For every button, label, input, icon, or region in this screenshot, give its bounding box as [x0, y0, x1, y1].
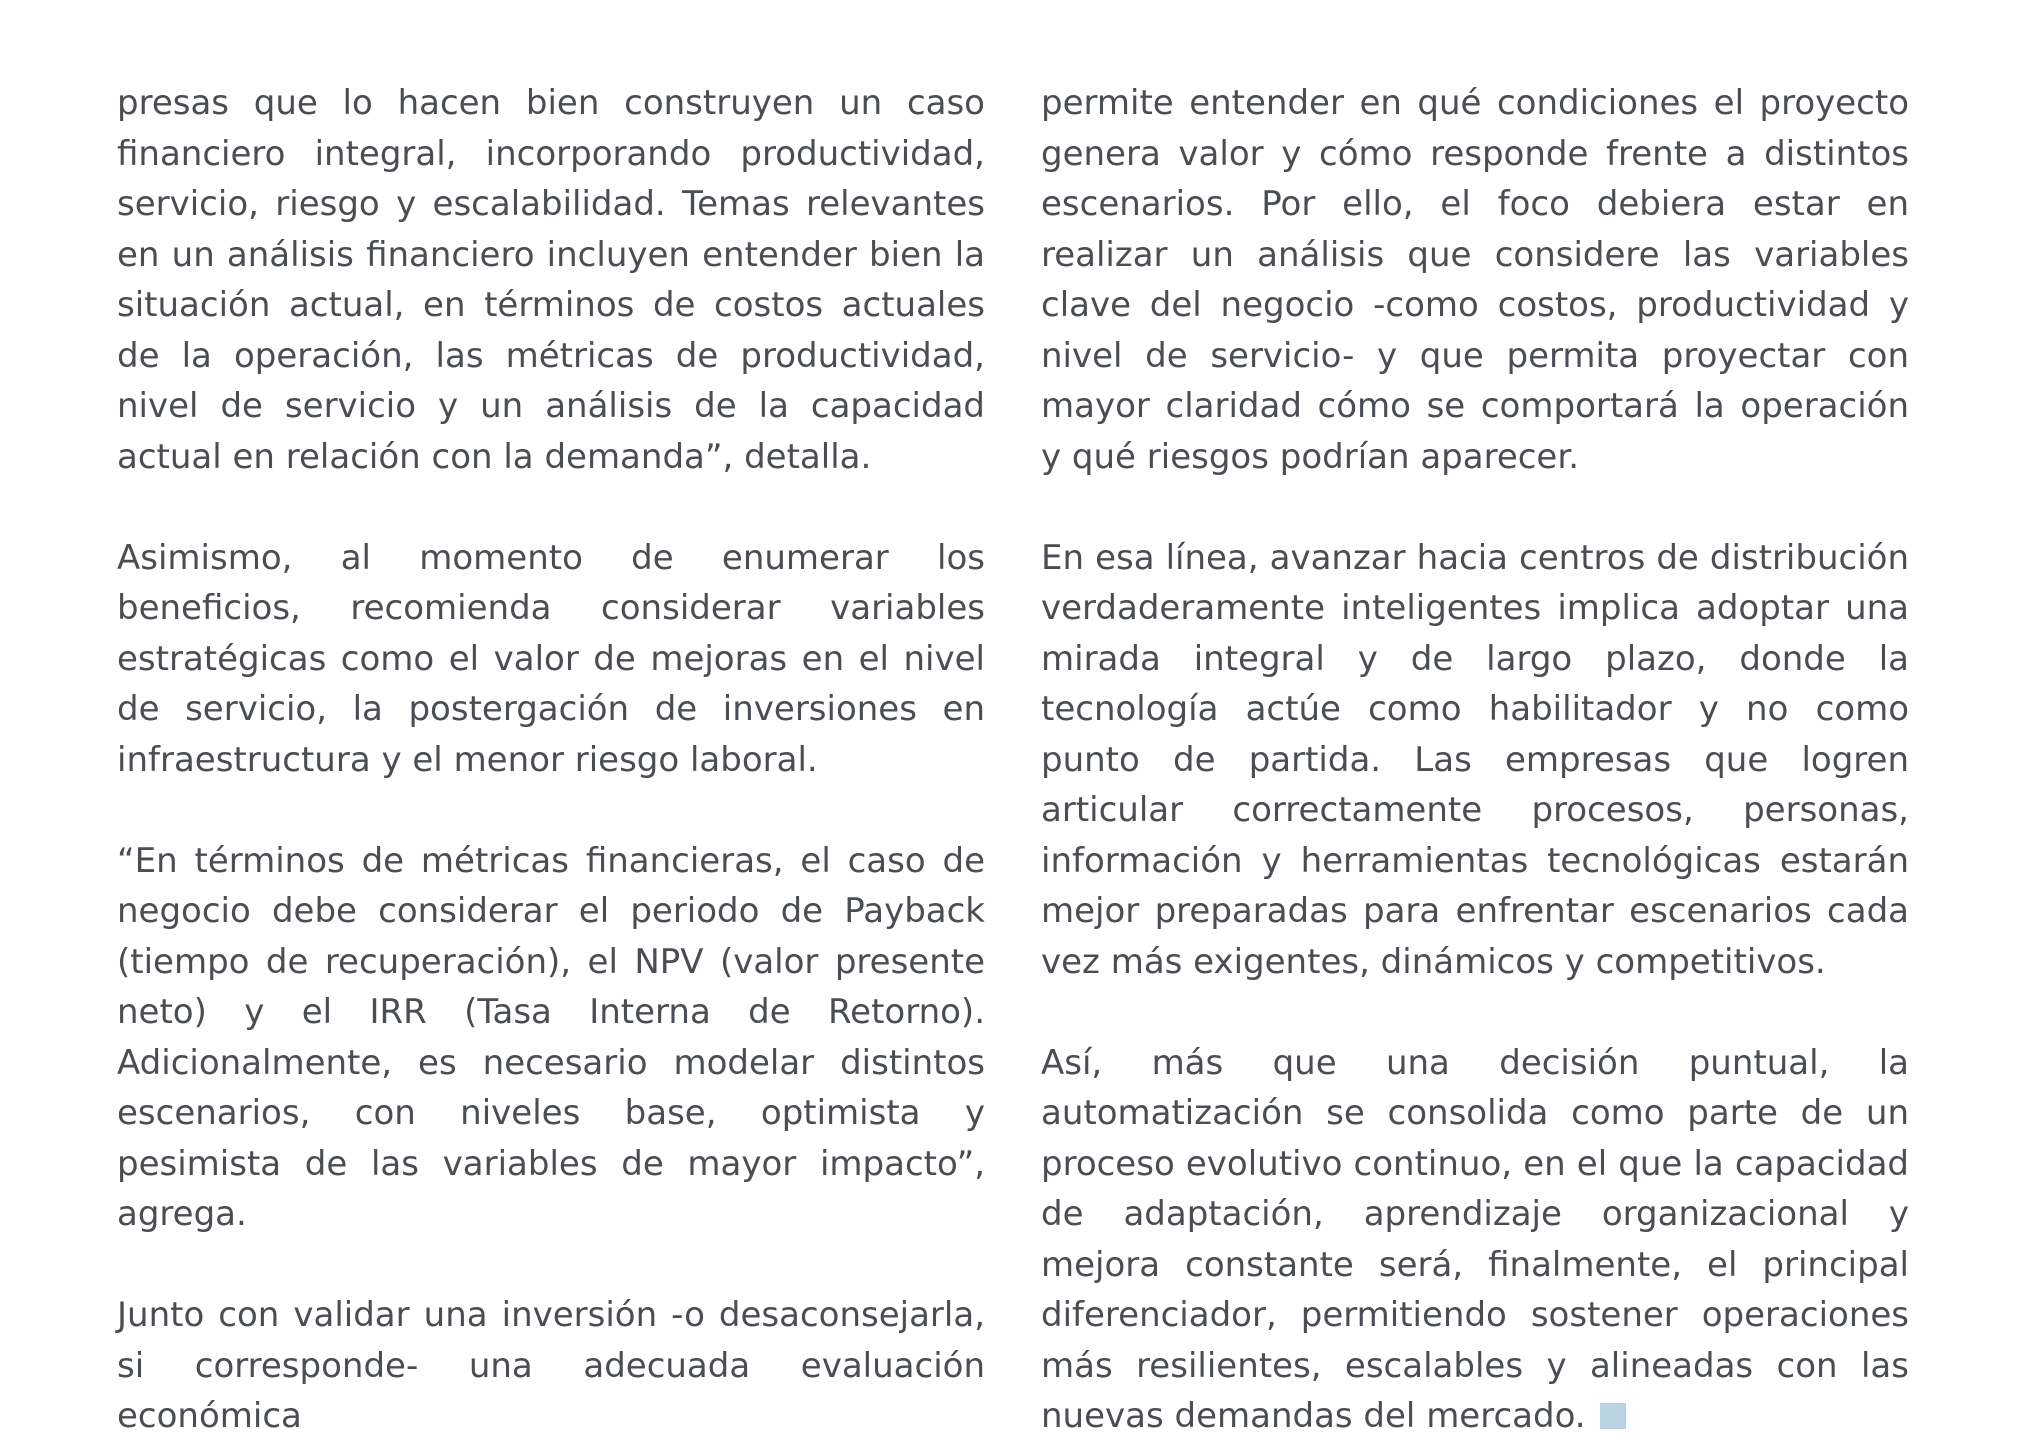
left-paragraph-2: Asimismo, al momento de enumerar los beneficios, recomienda considerar variables estratégicas como el valor de mejoras en el nivel de servicio, la postergación de inversiones en infraestructura y el menor riesgo laboral.	[117, 537, 985, 780]
right-text-column	[1041, 78, 1909, 1442]
left-paragraph-3: “En términos de métricas financieras, el caso de negocio debe considerar el periodo de Payback (tiempo de recuperación), el NPV (valor presente neto) y el IRR (Tasa Interna de Retorno). Adicionalmente, es necesario modelar distintos escenarios, con niveles base, optimista y pesimista de las variables de mayor impacto”, agrega.	[117, 840, 985, 1234]
end-of-article-square-icon	[1600, 1403, 1626, 1429]
right-paragraph-1: permite entender en qué condiciones el proyecto genera valor y cómo responde frente a distintos escenarios. Por ello, el foco debiera estar en realizar un análisis que considere las variables clave del negocio -como costos, productividad y nivel de servicio- y que permita proyectar con mayor claridad cómo se comportará la operación y qué riesgos podrían aparecer.	[1041, 83, 1909, 477]
right-paragraph-3-text: Así, más que una decisión puntual, la automatización se consolida como parte de un proceso evolutivo continuo, en el que la capacidad de adaptación, aprendizaje organizacional y mejora constante será, finalmente, el principal diferenciador, permitiendo sostener operaciones más resilientes, escalables y alineadas con las nuevas demandas del mercado.	[1041, 1042, 1909, 1436]
left-paragraph-4: Junto con validar una inversión -o desaconsejarla, si corresponde- una adecuada evaluación económica	[117, 1295, 985, 1436]
left-paragraph-1: presas que lo hacen bien construyen un caso financiero integral, incorporando productividad, servicio, riesgo y escalabilidad. Temas relevantes en un análisis financiero incluyen entender bien la situación actual, en términos de costos actuales de la operación, las métricas de productividad, nivel de servicio y un análisis de la capacidad actual en relación con la demanda”, detalla.	[117, 83, 985, 477]
right-paragraph-3	[1041, 1038, 1909, 1442]
left-text-column	[117, 78, 985, 1442]
right-paragraph-2: En esa línea, avanzar hacia centros de distribución verdaderamente inteligentes implica adoptar una mirada integral y de largo plazo, donde la tecnología actúe como habilitador y no como punto de partida. Las empresas que logren articular correctamente procesos, personas, información y herramientas tecnológicas estarán mejor preparadas para enfrentar escenarios cada vez más exigentes, dinámicos y competitivos.	[1041, 537, 1909, 982]
